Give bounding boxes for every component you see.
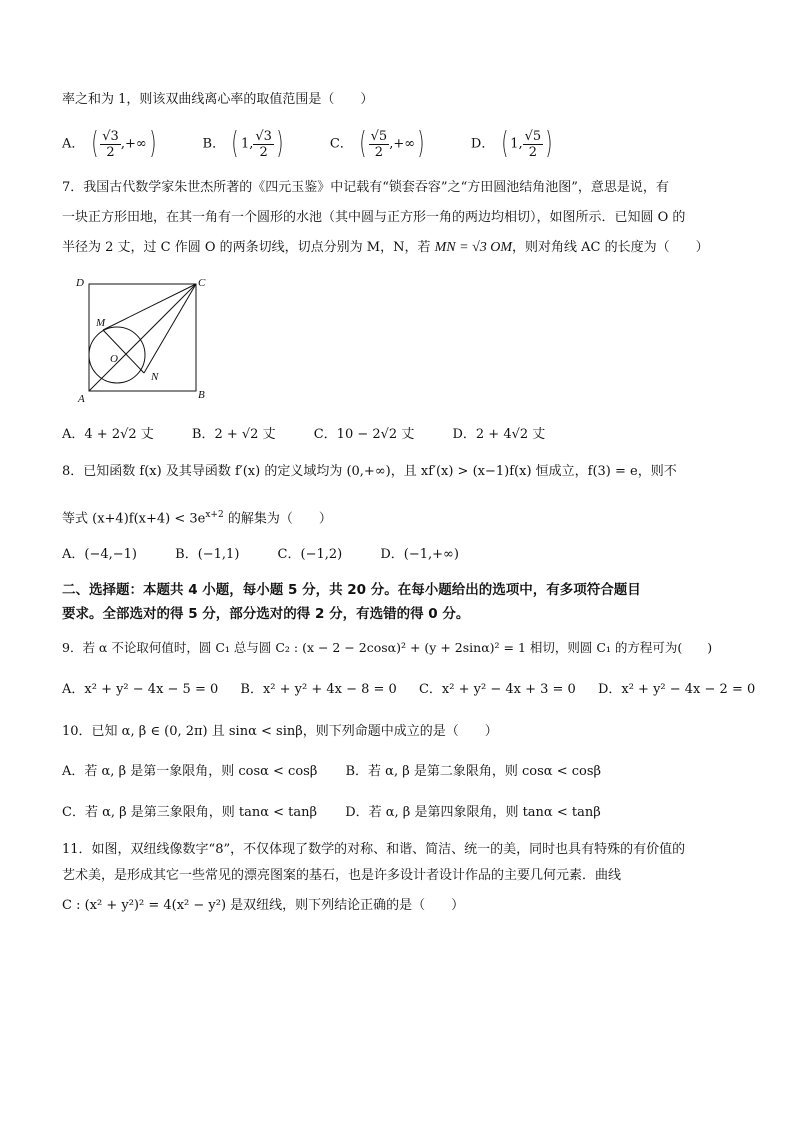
q7-option-c[interactable]: C．10 − 2√2 丈 [313,427,415,442]
q11-line-2: 艺术美，是形成其它一些常见的漂亮图案的基石，也是许多设计者设计作品的主要几何元素．曲线 [62,868,622,883]
q11-line-3: C : (x² + y²)² = 4(x² − y²) 是双纽线，则下列结论正确的是（ ） [62,898,465,913]
q10-option-a[interactable]: A．若 α, β 是第一象限角，则 cosα < cosβ [62,764,318,779]
q10-stem: 10．已知 α, β ∈ (0, 2π) 且 sinα < sinβ，则下列命题中成立的是（ ） [62,724,498,739]
q10-options-row-1 [62,762,601,782]
label-d: D [76,277,84,289]
q8-option-c[interactable]: C．(−1,2) [277,547,343,562]
q7-equation: MN = √3 OM [434,240,513,255]
q8-options [62,545,459,565]
q6-d-fraction: $\frac{√5}{2}$ [524,128,542,160]
label-m: M [96,317,106,329]
q9-option-b[interactable]: B．x² + y² + 4x − 8 = 0 [240,682,397,697]
q6-b-fraction: $\frac{√3}{2}$ [255,128,272,160]
q7-option-a[interactable]: A．4 + 2√2 丈 [62,427,154,442]
q7-line-3: 半径为 2 丈，过 C 作圆 O 的两条切线，切点分别为 M，N，若 MN = √3 OM，则对角线 AC 的长度为（ ） [62,240,709,255]
diagonal-ac [89,284,196,391]
q7-option-b[interactable]: B．2 + √2 丈 [191,427,276,442]
q6-a-fraction: $\frac{√3}{2}$ [102,128,119,160]
q6-option-b[interactable]: B． ( 1, $\frac{√3}{2}$ ) [202,126,284,161]
q10-options-row-2 [62,803,601,823]
label-b: B [198,389,205,401]
q9-option-d[interactable]: D．x² + y² − 4x − 2 = 0 [597,682,756,697]
label-a: A [78,393,85,405]
q8-option-a[interactable]: A．(−4,−1) [62,547,137,562]
q9-stem: 9．若 α 不论取何值时，圆 C₁ 总与圆 C₂ : (x − 2 − 2cosα)² + (y + 2sinα)² = 1 相切，则圆 C₁ 的方程可为( ) [62,640,713,655]
q8-line-1: 8．已知函数 f(x) 及其导函数 f′(x) 的定义域均为 (0,+∞)，且 xf′(x) > (x−1)f(x) 恒成立，f(3) = e，则不 [62,464,677,479]
section-2-heading-line-2: 要求。全部选对的得 5 分，部分选对的得 2 分，有选错的得 0 分。 [62,606,470,622]
q7-options [62,425,545,445]
label-o: O [110,353,118,365]
q11-line-1: 11．如图，双纽线像数字“8”，不仅体现了数学的对称、和谐、简洁、统一的美，同时也具有特殊的有价值的 [62,842,686,857]
q7-option-d[interactable]: D．2 + 4√2 丈 [452,427,546,442]
q6-option-a[interactable]: A． ( $\frac{√3}{2}$ ,+∞) [62,126,157,161]
q8-option-d[interactable]: D．(−1,+∞) [380,547,459,562]
q7-line-2: 一块正方形田地，在其一角有一个圆形的水池（其中圆与正方形一角的两边均相切），如图所示．已知圆 O 的 [62,210,686,225]
section-2-heading-line-1: 二、选择题：本题共 4 小题，每小题 5 分，共 20 分。在每小题给出的选项中，有多项符合题目 [62,582,641,598]
q8-option-b[interactable]: B．(−1,1) [175,547,240,562]
q8-line-2: 等式 $(x+4)f(x+4) < 3e^{x+2}$ 的解集为（ ） [62,510,332,527]
q9-option-a[interactable]: A．x² + y² − 4x − 5 = 0 [62,682,219,697]
label-c: C [198,277,206,289]
q10-option-d[interactable]: D．若 α, β 是第四象限角，则 tanα < tanβ [345,805,601,820]
q6-c-fraction: $\frac{√5}{2}$ [370,128,388,160]
q7-figure [72,275,212,405]
q9-option-c[interactable]: C．x² + y² − 4x + 3 = 0 [418,682,576,697]
q6-options [62,120,555,168]
q10-option-c[interactable]: C．若 α, β 是第三象限角，则 tanα < tanβ [62,805,318,820]
q6-option-c[interactable]: C． ( $\frac{√5}{2}$ ,+∞) [329,126,425,161]
q10-option-b[interactable]: B．若 α, β 是第二象限角，则 cosα < cosβ [345,764,602,779]
label-n: N [151,371,159,383]
q6-option-d[interactable]: D． ( 1, $\frac{√5}{2}$ ) [470,126,553,161]
q6-stem-tail: 率之和为 1，则该双曲线离心率的取值范围是（ ） [62,92,374,107]
q7-line-1: 7．我国古代数学家朱世杰所著的《四元玉鉴》中记载有“锁套吞容”之“方田圆池结角池图”，意思是说，有 [62,180,669,195]
q9-options [62,680,755,700]
